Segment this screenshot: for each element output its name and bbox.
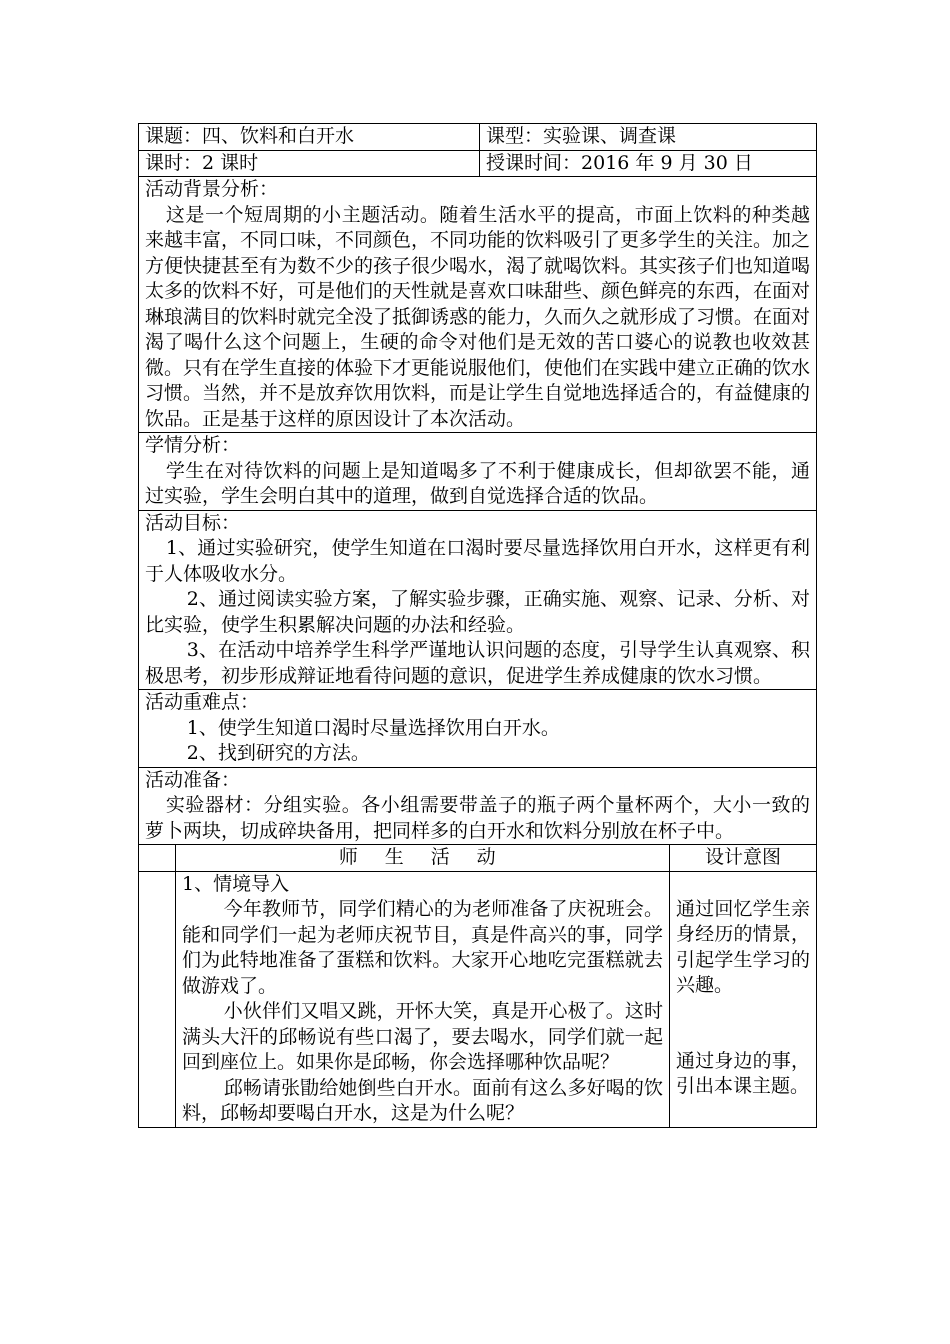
design-column-header: 设计意图 (670, 845, 817, 872)
goals-cell (139, 510, 817, 690)
activity-header-blank (139, 845, 176, 872)
preparation-text: 实验器材：分组实验。各小组需要带盖子的瓶子两个量杯两个，大小一致的萝卜两块，切成碎块备用，把同样多的白开水和饮料分别放在杯子中。 (145, 794, 811, 842)
header-row-2 (139, 150, 817, 177)
background-row (139, 177, 817, 433)
activity-paragraph-3: 邱畅请张勖给她倒些白开水。面前有这么多好喝的饮料，邱畅却要喝白开水，这是为什么呢？ (182, 1076, 664, 1124)
key-point-1: 1、使学生知道口渴时尽量选择饮用白开水。 (186, 716, 560, 739)
design-spacer (676, 872, 810, 897)
activity-cell (176, 871, 670, 1127)
goal-item-1: 1、通过实验研究，使学生知道在口渴时要尽量选择饮用白开水，这样更有利于人体吸收水分。 (145, 537, 811, 585)
design-note-2: 通过身边的事，引出本课主题。 (676, 1049, 811, 1097)
key-points-cell (139, 690, 817, 768)
activity-column-header: 师 生 活 动 (176, 845, 670, 872)
goals-title: 活动目标： (145, 511, 241, 534)
key-point-2: 2、找到研究的方法。 (186, 742, 370, 764)
activity-row-blank (139, 871, 176, 1127)
lesson-type-cell: 课型：实验课、调查课 (480, 124, 817, 151)
key-points-row (139, 690, 817, 768)
lesson-plan-table (138, 123, 817, 1128)
activity-heading: 1、情境导入 (182, 872, 290, 895)
hours-cell: 课时：2 课时 (139, 150, 480, 177)
preparation-cell (139, 767, 817, 845)
background-cell (139, 177, 817, 433)
student-analysis-text: 学生在对待饮料的问题上是知道喝多了不利于健康成长，但却欲罢不能，通过实验，学生会明白其中的道理，做到自觉选择合适的饮品。 (145, 459, 811, 507)
activity-header-row (139, 845, 817, 872)
header-row-1 (139, 124, 817, 151)
background-title: 活动背景分析： (145, 178, 279, 200)
date-cell: 授课时间：2016 年 9 月 30 日 (480, 150, 817, 177)
preparation-title: 活动准备： (145, 768, 241, 791)
design-spacer-2 (676, 999, 810, 1024)
design-spacer-3 (676, 1024, 810, 1049)
activity-paragraph-2: 小伙伴们又唱又跳，开怀大笑，真是开心极了。这时满头大汗的邱畅说有些口渴了，要去喝水，同学们就一起回到座位上。如果你是邱畅，你会选择哪种饮品呢？ (182, 1000, 664, 1073)
activity-row (139, 871, 817, 1127)
topic-cell: 课题：四、饮料和白开水 (139, 124, 480, 151)
goals-row (139, 510, 817, 690)
key-points-title: 活动重难点： (145, 691, 260, 713)
preparation-row (139, 767, 817, 845)
student-analysis-title: 学情分析： (145, 434, 241, 456)
background-text: 这是一个短周期的小主题活动。随着生活水平的提高，市面上饮料的种类越来越丰富，不同口味，不同颜色，不同功能的饮料吸引了更多学生的关注。加之方便快捷甚至有为数不少的孩子很少喝水，渴了就喝饮料。其实孩子们也知道喝太多的饮料不好，可是他们的天性就是喜欢口味甜些、颜色鲜亮的东西，在面对琳琅满目的饮料时就完全没了抵御诱惑的能力，久而久之就形成了习惯。在面对渴了喝什么这个问题上，生硬的命令对他们是无效的苦口婆心的说教也收效甚微。只有在学生直接的体验下才更能说服他们，使他们在实践中建立正确的饮水习惯。当然，并不是放弃饮用饮料，而是让学生自觉地选择适合的，有益健康的饮品。正是基于这样的原因设计了本次活动。 (145, 203, 811, 430)
goal-item-2: 2、通过阅读实验方案，了解实验步骤，正确实施、观察、记录、分析、对比实验，使学生积累解决问题的办法和经验。 (145, 588, 811, 636)
design-cell (670, 871, 817, 1127)
goal-item-3: 3、在活动中培养学生科学严谨地认识问题的态度，引导学生认真观察、积极思考，初步形成辩证地看待问题的意识，促进学生养成健康的饮水习惯。 (145, 639, 811, 687)
activity-paragraph-1: 今年教师节，同学们精心的为老师准备了庆祝班会。能和同学们一起为老师庆祝节目，真是件高兴的事，同学们为此特地准备了蛋糕和饮料。大家开心地吃完蛋糕就去做游戏了。 (182, 898, 664, 997)
design-note-1: 通过回忆学生亲身经历的情景，引起学生学习的兴趣。 (676, 897, 811, 996)
student-analysis-row (139, 433, 817, 511)
student-analysis-cell (139, 433, 817, 511)
